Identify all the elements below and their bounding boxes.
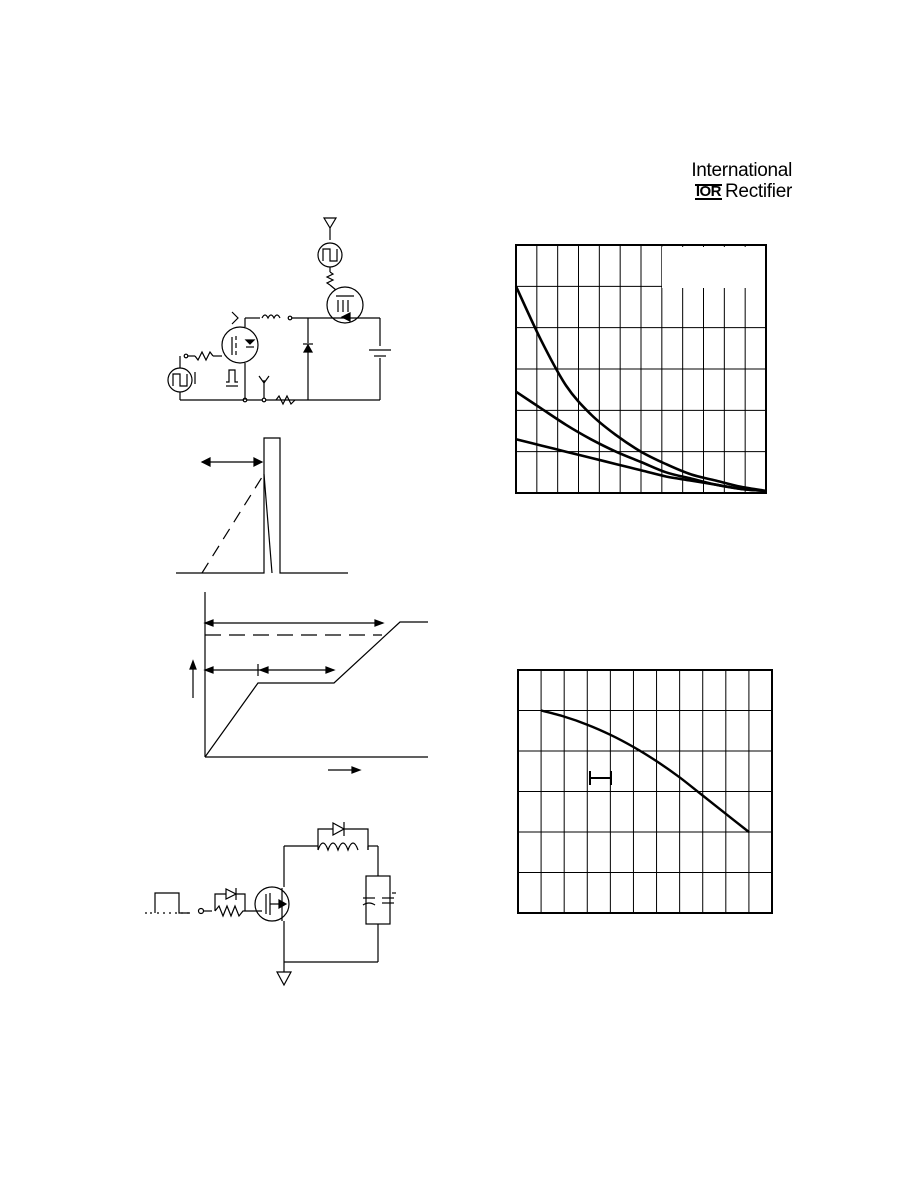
ior-logo-mark: IOR (695, 183, 722, 200)
chart-2-grid (518, 670, 772, 913)
battery-icon (369, 350, 391, 356)
diode-icon (303, 344, 313, 352)
capacitor-icon (363, 876, 396, 924)
chart-1-legend-box (662, 247, 766, 288)
gate-charge-test-circuit (145, 822, 396, 985)
mosfet-symbol-icon (255, 887, 289, 921)
chart-2-series (541, 711, 749, 833)
ground-icon (277, 962, 291, 985)
series-line-1 (541, 711, 749, 833)
unclamped-inductive-waveform (176, 438, 348, 573)
unclamped-inductive-test-circuit (168, 218, 391, 404)
pulse-source-icon (168, 368, 192, 392)
resistor-icon (195, 352, 213, 360)
gate-charge-waveform (190, 592, 428, 773)
resistor-icon (215, 906, 245, 916)
resistor-icon (327, 267, 336, 290)
logo-rectifier-word: Rectifier (725, 181, 792, 202)
chart-2 (518, 670, 772, 913)
inductor-icon (262, 315, 280, 318)
logo-company-name: International (691, 160, 792, 181)
chart-1 (516, 245, 766, 493)
vdd-terminal-icon (324, 218, 336, 240)
inductor-icon (318, 843, 358, 850)
mosfet-symbol-icon (327, 287, 363, 323)
mosfet-symbol-icon (222, 327, 258, 363)
pulse-source-icon (318, 243, 342, 267)
